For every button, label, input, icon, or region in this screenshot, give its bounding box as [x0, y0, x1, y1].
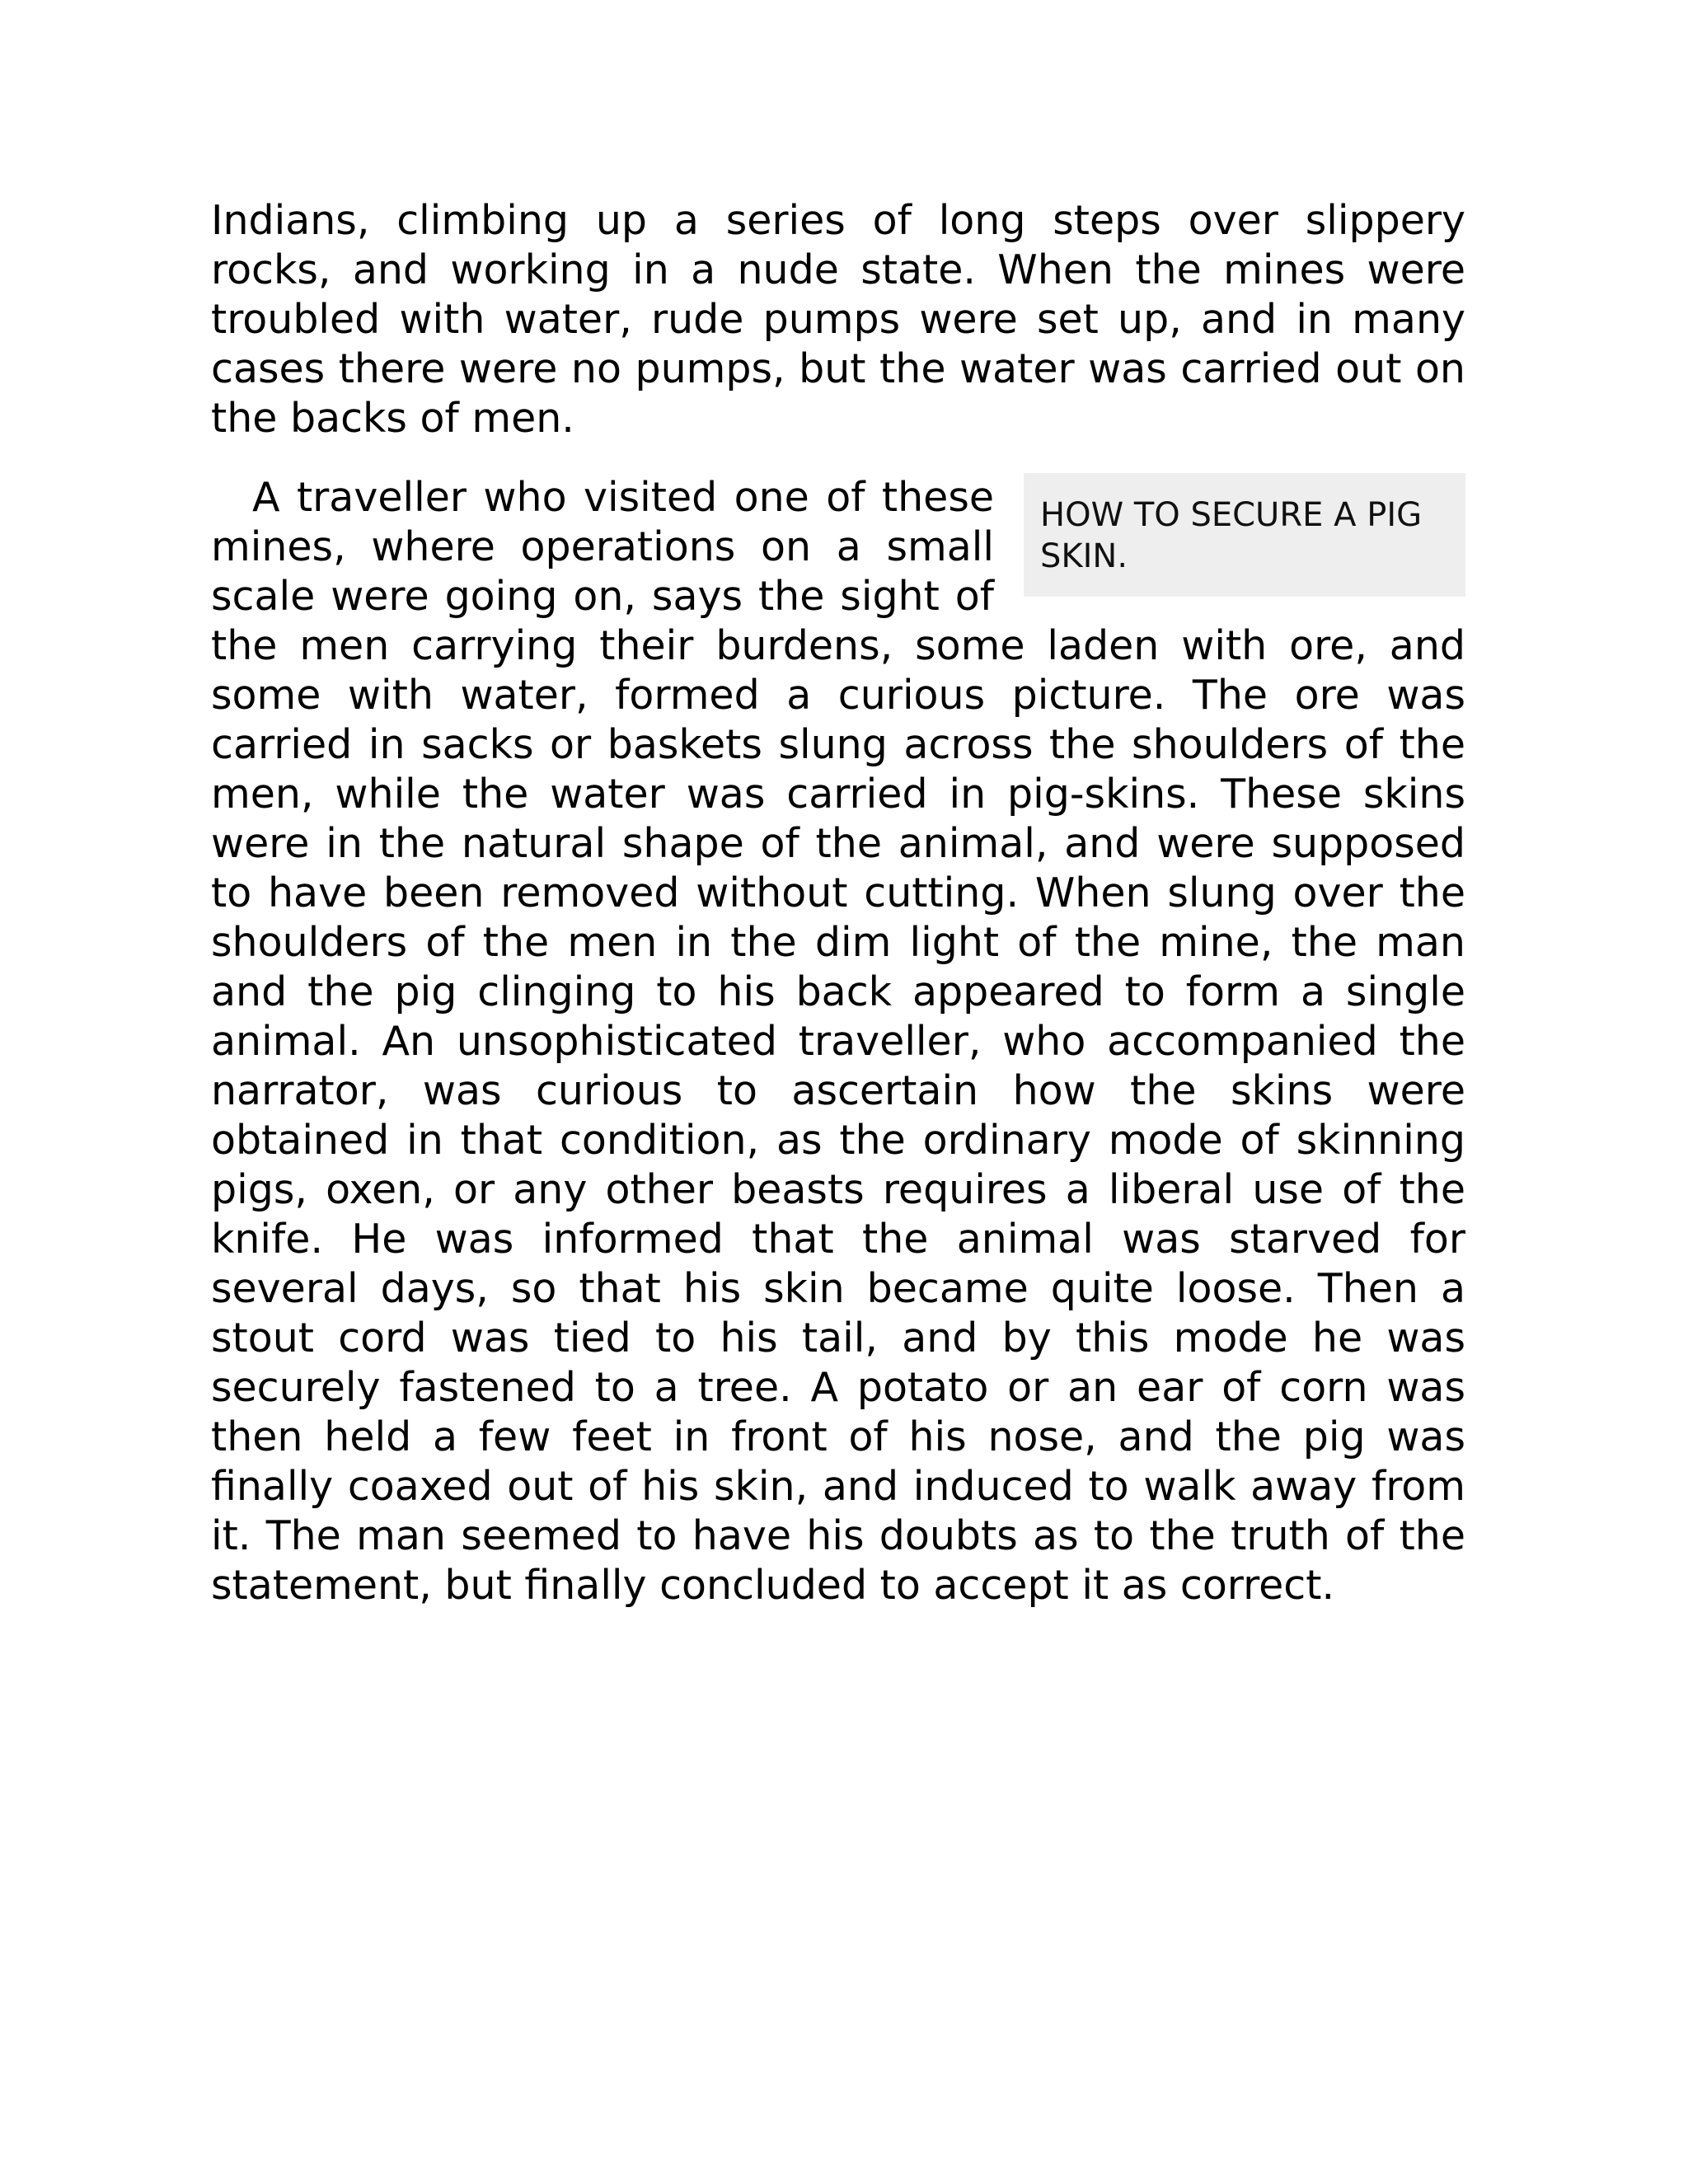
paragraph-2	[211, 473, 1465, 1610]
document-page	[211, 196, 1465, 1610]
sidenote-box: HOW TO SECURE A PIG SKIN.	[1024, 473, 1465, 597]
paragraph-2-text: A traveller who visited one of these mines, where operations on a small scale were going on, says the sight of the men carrying their burdens, some laden with ore, and some with water, formed a curious picture. The ore was carried in sacks or baskets slung across the shoulders of the men, while the water was carried in pig-skins. These skins were in the natural shape of the animal, and were supposed to have been removed without cutting. When slung over the shoulders of the men in the dim light of the mine, the man and the pig clinging to his back appeared to form a single animal. An unsophisticated traveller, who accompanied the narrator, was curious to ascertain how the skins were obtained in that condition, as the ordinary mode of skinning pigs, oxen, or any other beasts requires a liberal use of the knife. He was informed that the animal was starved for several days, so that his skin became quite loose. Then a stout cord was tied to his tail, and by this mode he was securely fastened to a tree. A potato or an ear of corn was then held a few feet in front of his nose, and the pig was finally coaxed out of his skin, and induced to walk away from it. The man seemed to have his doubts as to the truth of the statement, but finally concluded to accept it as correct.	[211, 474, 1465, 1609]
paragraph-1: Indians, climbing up a series of long steps over slippery rocks, and working in a nude state. When the mines were troubled with water, rude pumps were set up, and in many cases there were no pumps, but the water was carried out on the backs of men.	[211, 197, 1465, 442]
